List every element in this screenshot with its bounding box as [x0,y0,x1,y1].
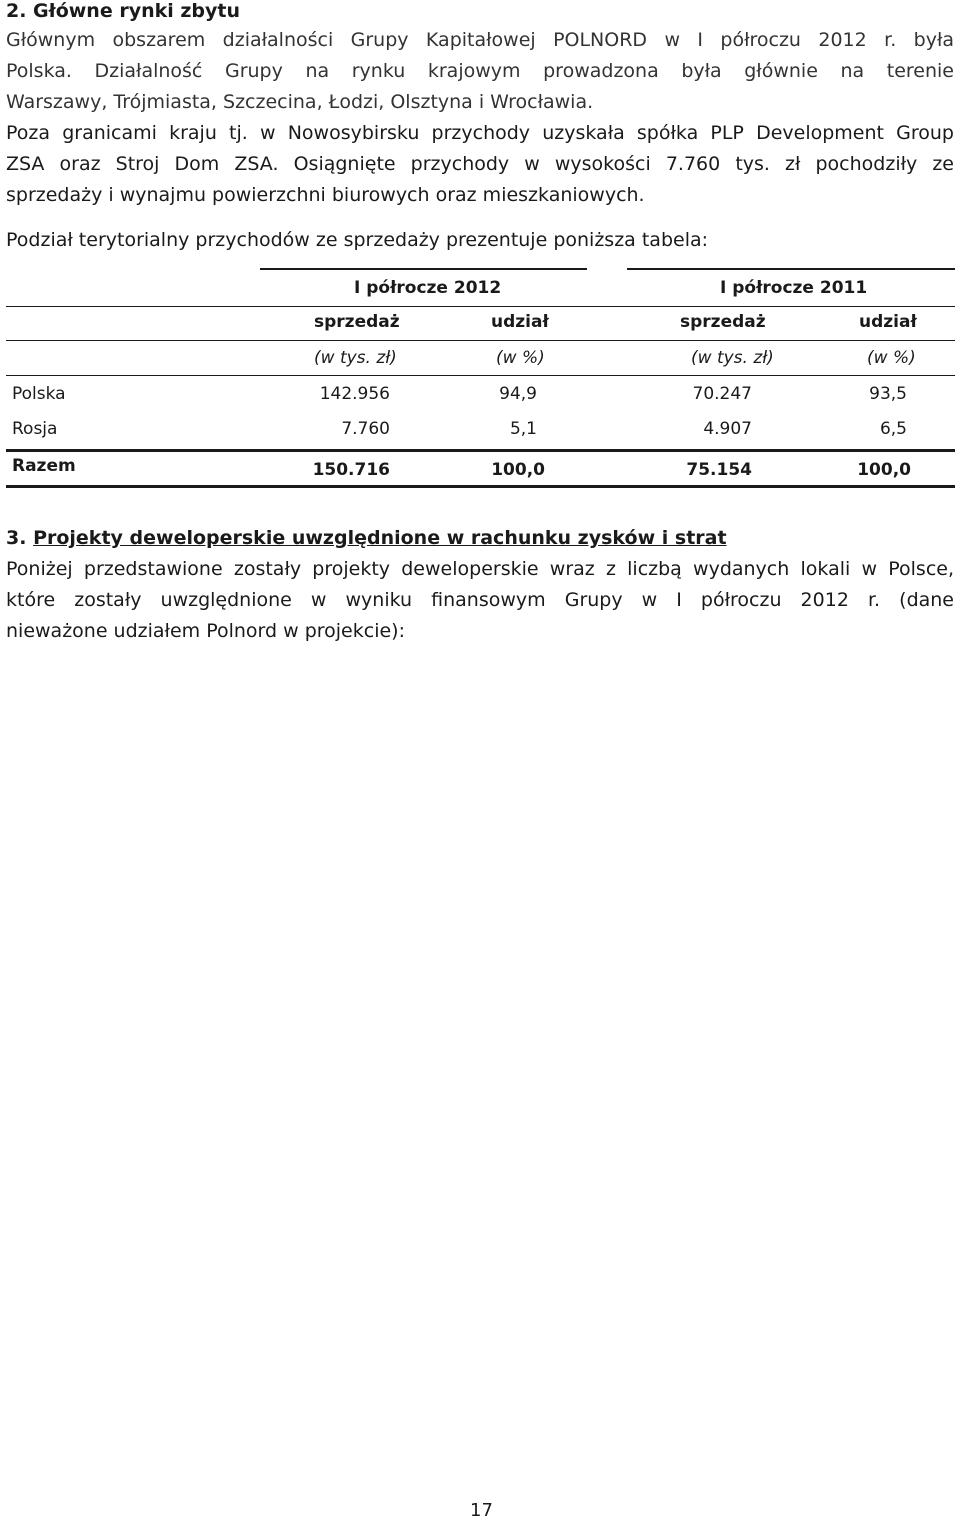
rule-period1-top [260,268,587,270]
rule-columns-bottom [6,340,955,341]
paragraph-1-line-3: Warszawy, Trójmiasta, Szczecina, Łodzi, Olsztyna i Wrocławia. [6,91,594,113]
header-share-2012: udział [491,312,549,332]
section-3-number: 3. [6,527,34,549]
paragraph-2-line-1: Poza granicami kraju tj. w Nowosybirsku przychody uzyskała spółka PLP Development Group [6,122,954,144]
paragraph-1-line-2: Polska. Działalność Grupy na rynku krajowym prowadzona była głównie na terenie [6,60,954,82]
rule-period-bottom [6,306,955,307]
paragraph-2-line-2: ZSA oraz Stroj Dom ZSA. Osiągnięte przychody w wysokości 7.760 tys. zł pochodziły ze [6,153,954,175]
cell-total-sales-2011: 75.154 [686,460,752,480]
paragraph-3-line-2: które zostały uwzględnione w wyniku finansowym Grupy w I półroczu 2012 r. (dane [6,589,954,611]
cell-total-share-2011: 100,0 [857,460,911,480]
table-intro: Podział terytorialny przychodów ze sprzedaży prezentuje poniższa tabela: [6,229,709,251]
paragraph-2-line-3: sprzedaży i wynajmu powierzchni biurowych oraz mieszkaniowych. [6,184,645,206]
unit-share-2011: (w %) [867,348,916,368]
rule-total-bottom [6,485,955,488]
cell-rosja-share-2012: 5,1 [509,419,537,439]
cell-rosja-share-2011: 6,5 [879,419,907,439]
page-number: 17 [470,1500,493,1521]
unit-share-2012: (w %) [496,348,545,368]
section-3-heading [6,527,727,549]
header-sales-2012: sprzedaż [314,312,400,332]
row-label-razem: Razem [12,456,76,476]
rule-units-bottom [6,375,955,376]
cell-rosja-sales-2011: 4.907 [703,419,752,439]
cell-polska-share-2012: 94,9 [499,384,537,404]
cell-total-share-2012: 100,0 [491,460,545,480]
header-period-2012: I półrocze 2012 [354,278,502,298]
paragraph-3-line-3: nieważone udziałem Polnord w projekcie): [6,620,405,642]
unit-sales-2012: (w tys. zł) [314,348,397,368]
paragraph-3-line-1: Poniżej przedstawione zostały projekty deweloperskie wraz z liczbą wydanych lokali w Polsce, [6,558,954,580]
cell-polska-sales-2011: 70.247 [692,384,752,404]
cell-rosja-sales-2012: 7.760 [341,419,390,439]
paragraph-1-line-1: Głównym obszarem działalności Grupy Kapitałowej POLNORD w I półroczu 2012 r. była [6,29,954,51]
cell-total-sales-2012: 150.716 [312,460,390,480]
cell-polska-sales-2012: 142.956 [319,384,390,404]
header-sales-2011: sprzedaż [680,312,766,332]
row-label-polska: Polska [12,384,66,404]
section-2-heading: 2. Główne rynki zbytu [6,0,241,22]
section-3-title: Projekty deweloperskie uwzględnione w rachunku zysków i strat [33,527,727,549]
header-share-2011: udział [859,312,917,332]
header-period-2011: I półrocze 2011 [720,278,868,298]
rule-total-top [6,449,955,452]
row-label-rosja: Rosja [12,419,58,439]
unit-sales-2011: (w tys. zł) [691,348,774,368]
cell-polska-share-2011: 93,5 [869,384,907,404]
rule-period2-top [627,268,955,270]
